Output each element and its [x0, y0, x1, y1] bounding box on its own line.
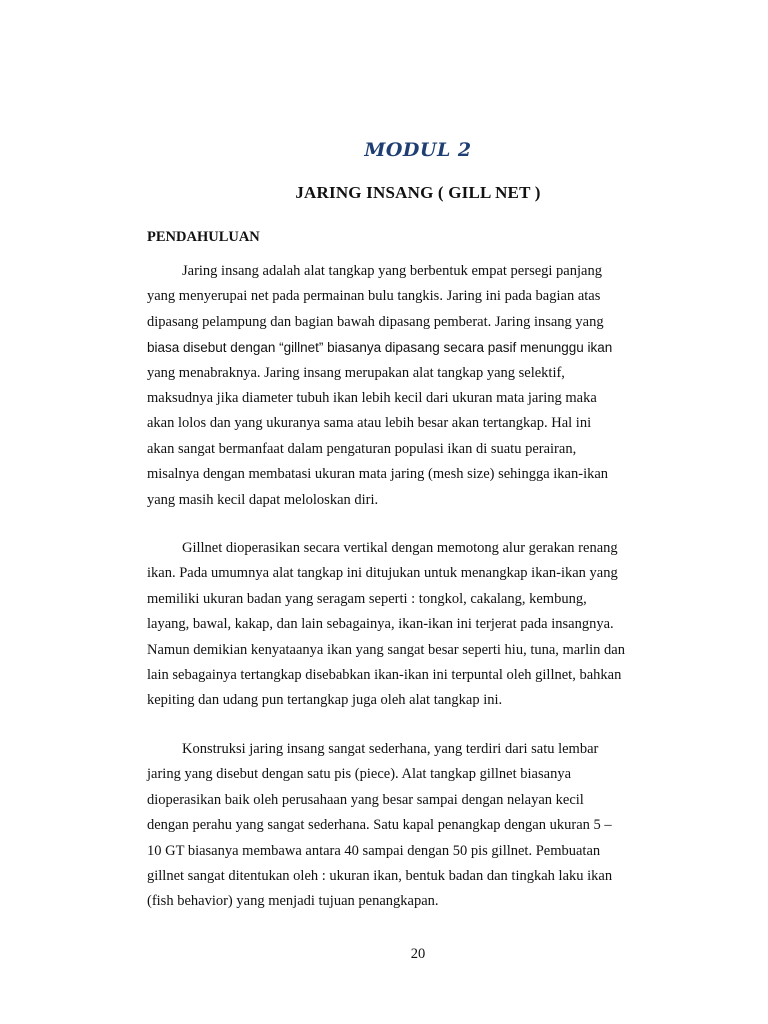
module-title: MODUL 2 — [364, 139, 472, 161]
text-line: gillnet sangat ditentukan oleh : ukuran ikan, bentuk badan dan tingkah laku ikan — [147, 867, 613, 884]
text-line: misalnya dengan membatasi ukuran mata jaring (mesh size) sehingga ikan-ikan — [147, 466, 609, 483]
text-line: Jaring insang adalah alat tangkap yang berbentuk empat persegi panjang — [182, 263, 602, 279]
paragraph-introduction — [147, 259, 655, 513]
text-line: lain sebagainya tertangkap disebabkan ikan-ikan ini terpuntal oleh gillnet, bahkan — [147, 666, 622, 683]
text-line: yang masih kecil dapat meloloskan diri. — [147, 491, 379, 508]
paragraph-construction — [147, 737, 655, 915]
text-line: layang, bawal, kakap, dan lain sebagainya, ikan-ikan ini terjerat pada insangnya. — [147, 616, 614, 633]
page-number: 20 — [410, 946, 426, 962]
text-line: memiliki ukuran badan yang seragam seperti : tongkol, cakalang, kembung, — [147, 590, 587, 607]
paragraph-operation — [147, 536, 655, 714]
text-line: yang menyerupai net pada permainan bulu tangkis. Jaring ini pada bagian atas — [147, 288, 601, 305]
text-line: akan sangat bermanfaat dalam pengaturan populasi ikan di suatu perairan, — [147, 440, 577, 457]
text-line: Konstruksi jaring insang sangat sederhana, yang terdiri dari satu lembar — [182, 741, 599, 757]
text-line: akan lolos dan yang ukuranya sama atau lebih besar akan tertangkap. Hal ini — [147, 415, 592, 432]
text-line: kepiting dan udang pun tertangkap juga oleh alat tangkap ini. — [147, 692, 503, 709]
text-line: dengan perahu yang sangat sederhana. Satu kapal penangkap dengan ukuran 5 – — [147, 817, 612, 834]
text-line: jaring yang disebut dengan satu pis (piece). Alat tangkap gillnet biasanya — [147, 766, 572, 783]
text-line: dioperasikan baik oleh perusahaan yang besar sampai dengan nelayan kecil — [147, 791, 584, 808]
text-line: dipasang pelampung dan bagian bawah dipasang pemberat. Jaring insang yang — [147, 313, 604, 330]
document-title: JARING INSANG ( GILL NET ) — [295, 183, 541, 202]
text-line: biasa disebut dengan “gillnet” biasanya dipasang secara pasif menunggu ikan — [147, 340, 613, 356]
text-line: Gillnet dioperasikan secara vertikal dengan memotong alur gerakan renang — [182, 540, 618, 556]
text-line: maksudnya jika diameter tubuh ikan lebih kecil dari ukuran mata jaring maka — [147, 389, 597, 406]
text-line: (fish behavior) yang menjadi tujuan penangkapan. — [147, 893, 439, 910]
text-line: yang menabraknya. Jaring insang merupakan alat tangkap yang selektif, — [147, 364, 565, 381]
text-line: Namun demikian kenyataanya ikan yang sangat besar seperti hiu, tuna, marlin dan — [147, 641, 625, 658]
text-line: 10 GT biasanya membawa antara 40 sampai dengan 50 pis gillnet. Pembuatan — [147, 842, 601, 859]
text-line: ikan. Pada umumnya alat tangkap ini ditujukan untuk menangkap ikan-ikan yang — [147, 565, 618, 582]
section-heading: PENDAHULUAN — [147, 229, 260, 245]
